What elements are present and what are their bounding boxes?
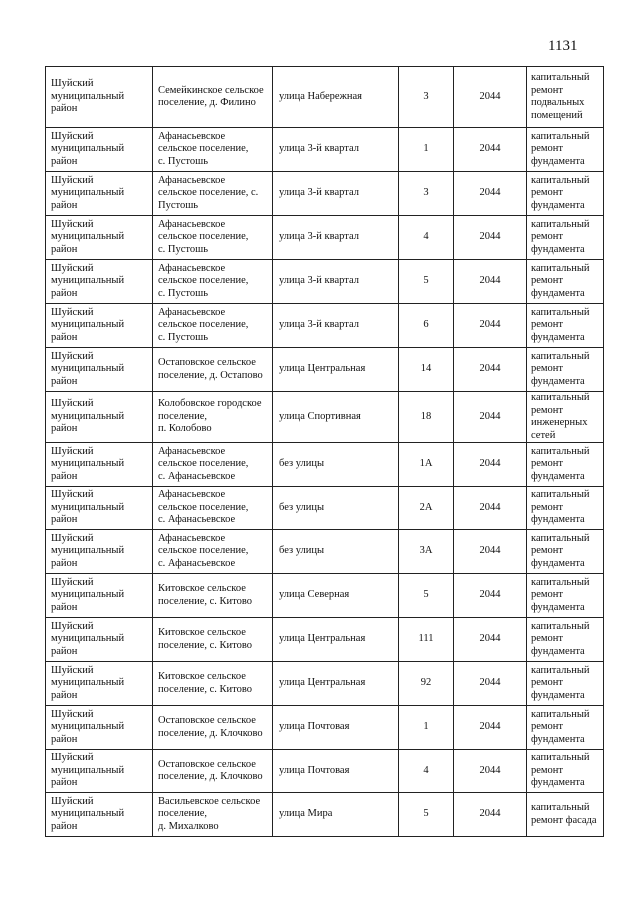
repair-type-text: капитальный ремонт фундамента <box>531 306 590 343</box>
district-cell <box>46 443 153 487</box>
repair-type-text: капитальный ремонт фундамента <box>531 620 590 657</box>
house-number-text: 3А <box>419 545 433 557</box>
repair-year-text: 2044 <box>479 545 501 557</box>
table-row <box>46 793 604 837</box>
repair-type-cell <box>527 128 604 172</box>
repair-year-text: 2044 <box>479 633 501 645</box>
repair-type-cell <box>527 618 604 662</box>
repair-year-cell <box>454 574 527 618</box>
housing-repair-table <box>45 66 604 837</box>
house-number-cell <box>399 216 454 260</box>
table-row <box>46 618 604 662</box>
table-row <box>46 706 604 750</box>
repair-year-text: 2044 <box>479 275 501 287</box>
district-cell <box>46 216 153 260</box>
table-row <box>46 67 604 128</box>
table-row <box>46 574 604 618</box>
district-cell <box>46 574 153 618</box>
district-text: Шуйский муниципальный район <box>51 174 125 211</box>
repair-type-text: капитальный ремонт фундамента <box>531 262 590 299</box>
repair-year-cell <box>454 750 527 793</box>
settlement-text: Колобовское городское поселение, п. Колобово <box>158 398 262 435</box>
repair-year-cell <box>454 392 527 443</box>
house-number-text: 14 <box>420 363 432 375</box>
settlement-cell <box>153 487 273 530</box>
house-number-cell <box>399 750 454 793</box>
house-number-cell <box>399 487 454 530</box>
district-text: Шуйский муниципальный район <box>51 620 125 657</box>
street-cell <box>273 216 399 260</box>
house-number-cell <box>399 618 454 662</box>
settlement-cell <box>153 618 273 662</box>
settlement-cell <box>153 392 273 443</box>
street-cell <box>273 662 399 706</box>
settlement-text: Афанасьевское сельское поселение, с. Афанасьевское <box>158 445 249 482</box>
repair-year-text: 2044 <box>479 363 501 375</box>
repair-year-cell <box>454 793 527 837</box>
repair-type-text: капитальный ремонт фундамента <box>531 489 590 526</box>
repair-type-text: капитальный ремонт фундамента <box>531 576 590 613</box>
repair-type-text: капитальный ремонт фундамента <box>531 350 590 387</box>
house-number-text: 4 <box>423 764 429 776</box>
street-text: улица Центральная <box>279 677 366 689</box>
district-cell <box>46 618 153 662</box>
street-text: улица Центральная <box>279 363 366 375</box>
district-text: Шуйский муниципальный район <box>51 708 125 745</box>
repair-type-cell <box>527 172 604 216</box>
house-number-text: 5 <box>423 589 429 601</box>
street-cell <box>273 530 399 574</box>
settlement-cell <box>153 530 273 574</box>
settlement-cell <box>153 662 273 706</box>
district-cell <box>46 67 153 128</box>
street-cell <box>273 172 399 216</box>
district-cell <box>46 260 153 304</box>
repair-year-cell <box>454 67 527 128</box>
street-text: улица 3-й квартал <box>279 143 359 155</box>
settlement-text: Китовское сельское поселение, с. Китово <box>158 627 252 651</box>
house-number-text: 5 <box>423 275 429 287</box>
repair-type-cell <box>527 706 604 750</box>
repair-type-text: капитальный ремонт фундамента <box>531 130 590 167</box>
settlement-text: Афанасьевское сельское поселение, с. Пустошь <box>158 262 249 299</box>
settlement-cell <box>153 67 273 128</box>
repair-type-cell <box>527 216 604 260</box>
repair-year-text: 2044 <box>479 808 501 820</box>
street-cell <box>273 618 399 662</box>
settlement-cell <box>153 128 273 172</box>
repair-year-cell <box>454 662 527 706</box>
repair-type-cell <box>527 530 604 574</box>
repair-year-cell <box>454 128 527 172</box>
settlement-text: Афанасьевское сельское поселение, с. Афанасьевское <box>158 489 249 526</box>
street-cell <box>273 348 399 392</box>
house-number-text: 1 <box>423 143 429 155</box>
table-row <box>46 662 604 706</box>
repair-year-cell <box>454 618 527 662</box>
table-row <box>46 392 604 443</box>
district-text: Шуйский муниципальный район <box>51 130 125 167</box>
street-text: без улицы <box>279 458 325 470</box>
repair-year-text: 2044 <box>479 231 501 243</box>
repair-year-text: 2044 <box>479 677 501 689</box>
district-cell <box>46 128 153 172</box>
street-text: без улицы <box>279 501 325 513</box>
house-number-cell <box>399 348 454 392</box>
district-text: Шуйский муниципальный район <box>51 664 125 701</box>
house-number-text: 1А <box>419 458 433 470</box>
district-cell <box>46 487 153 530</box>
table-row <box>46 172 604 216</box>
repair-year-cell <box>454 487 527 530</box>
repair-year-cell <box>454 304 527 348</box>
settlement-text: Афанасьевское сельское поселение, с. Пустошь <box>158 306 249 343</box>
settlement-text: Остаповское сельское поселение, д. Клочково <box>158 758 263 782</box>
district-cell <box>46 172 153 216</box>
table-row <box>46 443 604 487</box>
settlement-cell <box>153 793 273 837</box>
table-body <box>46 67 604 837</box>
settlement-cell <box>153 216 273 260</box>
district-cell <box>46 530 153 574</box>
street-cell <box>273 128 399 172</box>
settlement-text: Китовское сельское поселение, с. Китово <box>158 671 252 695</box>
street-cell <box>273 304 399 348</box>
house-number-text: 1 <box>423 721 429 733</box>
repair-year-text: 2044 <box>479 458 501 470</box>
street-text: улица 3-й квартал <box>279 275 359 287</box>
repair-type-text: капитальный ремонт фундамента <box>531 174 590 211</box>
district-cell <box>46 392 153 443</box>
street-cell <box>273 392 399 443</box>
repair-type-cell <box>527 67 604 128</box>
settlement-cell <box>153 750 273 793</box>
repair-type-cell <box>527 443 604 487</box>
repair-type-text: капитальный ремонт фундамента <box>531 532 590 569</box>
house-number-text: 4 <box>423 231 429 243</box>
district-cell <box>46 662 153 706</box>
repair-year-text: 2044 <box>479 143 501 155</box>
settlement-text: Афанасьевское сельское поселение, с. Афанасьевское <box>158 532 249 569</box>
table-row <box>46 348 604 392</box>
house-number-cell <box>399 260 454 304</box>
settlement-text: Афанасьевское сельское поселение, с. Пустошь <box>158 218 249 255</box>
house-number-cell <box>399 128 454 172</box>
house-number-text: 2А <box>419 501 433 513</box>
house-number-cell <box>399 172 454 216</box>
table-row <box>46 260 604 304</box>
table-row <box>46 750 604 793</box>
settlement-cell <box>153 443 273 487</box>
street-cell <box>273 443 399 487</box>
repair-year-cell <box>454 216 527 260</box>
street-cell <box>273 67 399 128</box>
street-cell <box>273 487 399 530</box>
repair-year-text: 2044 <box>479 319 501 331</box>
house-number-cell <box>399 304 454 348</box>
street-cell <box>273 706 399 750</box>
district-cell <box>46 348 153 392</box>
house-number-text: 5 <box>423 808 429 820</box>
table-row <box>46 304 604 348</box>
repair-type-cell <box>527 574 604 618</box>
district-cell <box>46 793 153 837</box>
house-number-text: 18 <box>420 410 432 422</box>
street-text: улица Мира <box>279 808 333 820</box>
street-text: улица Почтовая <box>279 764 350 776</box>
repair-year-cell <box>454 172 527 216</box>
settlement-cell <box>153 172 273 216</box>
table-row <box>46 216 604 260</box>
repair-year-text: 2044 <box>479 501 501 513</box>
settlement-text: Остаповское сельское поселение, д. Остапово <box>158 357 263 381</box>
settlement-cell <box>153 706 273 750</box>
repair-year-cell <box>454 260 527 304</box>
street-text: улица 3-й квартал <box>279 187 359 199</box>
repair-year-text: 2044 <box>479 721 501 733</box>
district-text: Шуйский муниципальный район <box>51 306 125 343</box>
street-cell <box>273 574 399 618</box>
settlement-text: Китовское сельское поселение, с. Китово <box>158 583 252 607</box>
house-number-cell <box>399 793 454 837</box>
street-cell <box>273 750 399 793</box>
settlement-text: Афанасьевское сельское поселение, с. Пустошь <box>158 130 249 167</box>
repair-year-cell <box>454 706 527 750</box>
street-text: улица Северная <box>279 589 350 601</box>
repair-type-cell <box>527 487 604 530</box>
table-row <box>46 128 604 172</box>
district-text: Шуйский муниципальный район <box>51 795 125 832</box>
repair-year-cell <box>454 443 527 487</box>
repair-type-text: капитальный ремонт фундамента <box>531 664 590 701</box>
repair-type-text: капитальный ремонт фундамента <box>531 708 590 745</box>
street-text: улица 3-й квартал <box>279 319 359 331</box>
repair-type-cell <box>527 793 604 837</box>
repair-type-cell <box>527 750 604 793</box>
table-row <box>46 487 604 530</box>
house-number-text: 6 <box>423 319 429 331</box>
settlement-text: Семейкинское сельское поселение, д. Филино <box>158 84 264 108</box>
street-text: улица Почтовая <box>279 721 350 733</box>
settlement-text: Афанасьевское сельское поселение, с. Пустошь <box>158 174 259 211</box>
street-text: улица Центральная <box>279 633 366 645</box>
repair-year-text: 2044 <box>479 410 501 422</box>
repair-type-cell <box>527 260 604 304</box>
street-text: улица Спортивная <box>279 410 361 422</box>
district-text: Шуйский муниципальный район <box>51 445 125 482</box>
district-cell <box>46 706 153 750</box>
house-number-cell <box>399 530 454 574</box>
repair-type-text: капитальный ремонт инженерных сетей <box>531 392 590 441</box>
repair-year-cell <box>454 348 527 392</box>
street-text: улица Набережная <box>279 90 362 102</box>
house-number-text: 92 <box>420 677 432 689</box>
page-number: 1131 <box>548 38 578 54</box>
repair-type-cell <box>527 304 604 348</box>
house-number-cell <box>399 443 454 487</box>
repair-year-text: 2044 <box>479 589 501 601</box>
house-number-cell <box>399 392 454 443</box>
repair-type-text: капитальный ремонт подвальных помещений <box>531 72 590 121</box>
district-text: Шуйский муниципальный район <box>51 489 125 526</box>
repair-type-text: капитальный ремонт фундамента <box>531 752 590 789</box>
district-text: Шуйский муниципальный район <box>51 532 125 569</box>
settlement-cell <box>153 260 273 304</box>
district-text: Шуйский муниципальный район <box>51 350 125 387</box>
house-number-cell <box>399 574 454 618</box>
street-cell <box>273 260 399 304</box>
house-number-text: 3 <box>423 90 429 102</box>
house-number-cell <box>399 706 454 750</box>
house-number-cell <box>399 662 454 706</box>
repair-year-text: 2044 <box>479 764 501 776</box>
repair-year-text: 2044 <box>479 187 501 199</box>
settlement-text: Васильевское сельское поселение, д. Михалково <box>158 795 261 832</box>
table-row <box>46 530 604 574</box>
district-text: Шуйский муниципальный район <box>51 78 125 115</box>
district-cell <box>46 304 153 348</box>
repair-type-cell <box>527 392 604 443</box>
district-text: Шуйский муниципальный район <box>51 752 125 789</box>
settlement-cell <box>153 304 273 348</box>
repair-type-text: капитальный ремонт фасада <box>531 802 597 826</box>
repair-type-cell <box>527 348 604 392</box>
house-number-text: 3 <box>423 187 429 199</box>
repair-year-text: 2044 <box>479 90 501 102</box>
district-text: Шуйский муниципальный район <box>51 576 125 613</box>
district-text: Шуйский муниципальный район <box>51 398 125 435</box>
street-text: без улицы <box>279 545 325 557</box>
district-cell <box>46 750 153 793</box>
repair-type-text: капитальный ремонт фундамента <box>531 218 590 255</box>
house-number-cell <box>399 67 454 128</box>
settlement-cell <box>153 574 273 618</box>
settlement-cell <box>153 348 273 392</box>
district-text: Шуйский муниципальный район <box>51 218 125 255</box>
repair-type-text: капитальный ремонт фундамента <box>531 445 590 482</box>
street-text: улица 3-й квартал <box>279 231 359 243</box>
district-text: Шуйский муниципальный район <box>51 262 125 299</box>
repair-year-cell <box>454 530 527 574</box>
house-number-text: 111 <box>418 633 434 645</box>
repair-type-cell <box>527 662 604 706</box>
settlement-text: Остаповское сельское поселение, д. Клочково <box>158 715 263 739</box>
street-cell <box>273 793 399 837</box>
